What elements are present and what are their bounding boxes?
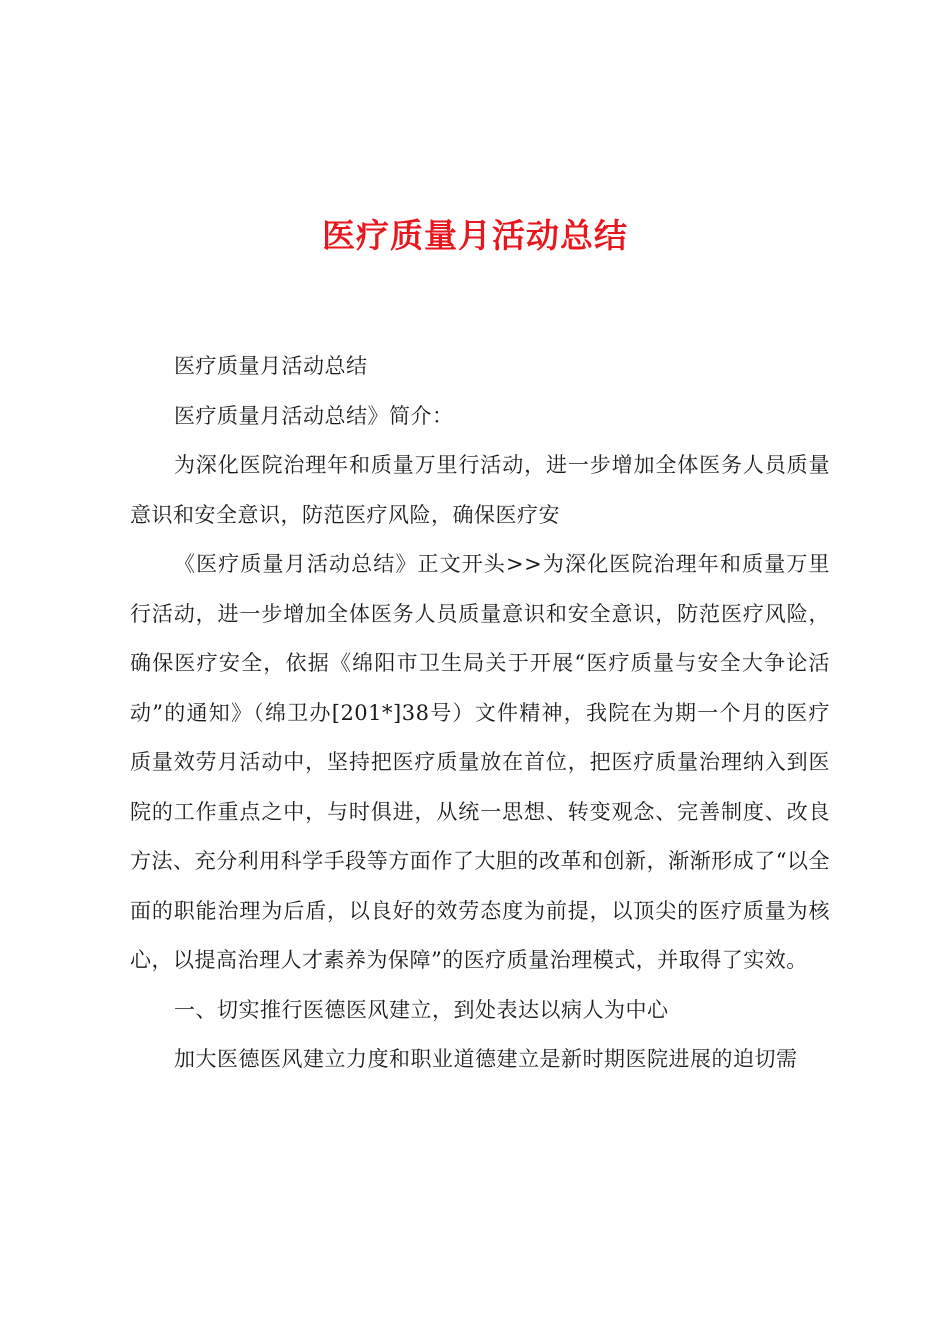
document-title: 医疗质量月活动总结: [322, 216, 628, 255]
section-heading-1: 一、切实推行医德医风建立，到处表达以病人为中心: [174, 997, 669, 1022]
paragraph-heading-repeat: 医疗质量月活动总结: [174, 354, 368, 378]
paragraph-main-text: 《医疗质量月活动总结》正文开头>>为深化医院治理年和质量万里行活动，进一步增加全体医务人员质量意识和安全意识，防范医疗风险，确保医疗安全，依据《绵阳市卫生局关于开展“医疗质量与安全大争论活动”的通知》（绵卫办[201*]38号）文件精神，我院在为期一个月的医疗质量效劳月活动中，坚持把医疗质量放在首位，把医疗质量治理纳入到医院的工作重点之中，与时俱进，从统一思想、转变观念、完善制度、改良方法、充分利用科学手段等方面作了大胆的改革和创新，渐渐形成了“以全面的职能治理为后盾，以良好的效劳态度为前提，以顶尖的医疗质量为核心，以提高治理人才素养为保障”的医疗质量治理模式，并取得了实效。: [130, 552, 830, 972]
paragraph-intro-label: 医疗质量月活动总结》简介：: [174, 403, 454, 428]
paragraph-summary: 为深化医院治理年和质量万里行活动，进一步增加全体医务人员质量意识和安全意识，防范医疗风险，确保医疗安: [130, 453, 830, 527]
paragraph-section-1: 加大医德医风建立力度和职业道德建立是新时期医院进展的迫切需: [174, 1047, 798, 1071]
document-body: [130, 342, 830, 1085]
